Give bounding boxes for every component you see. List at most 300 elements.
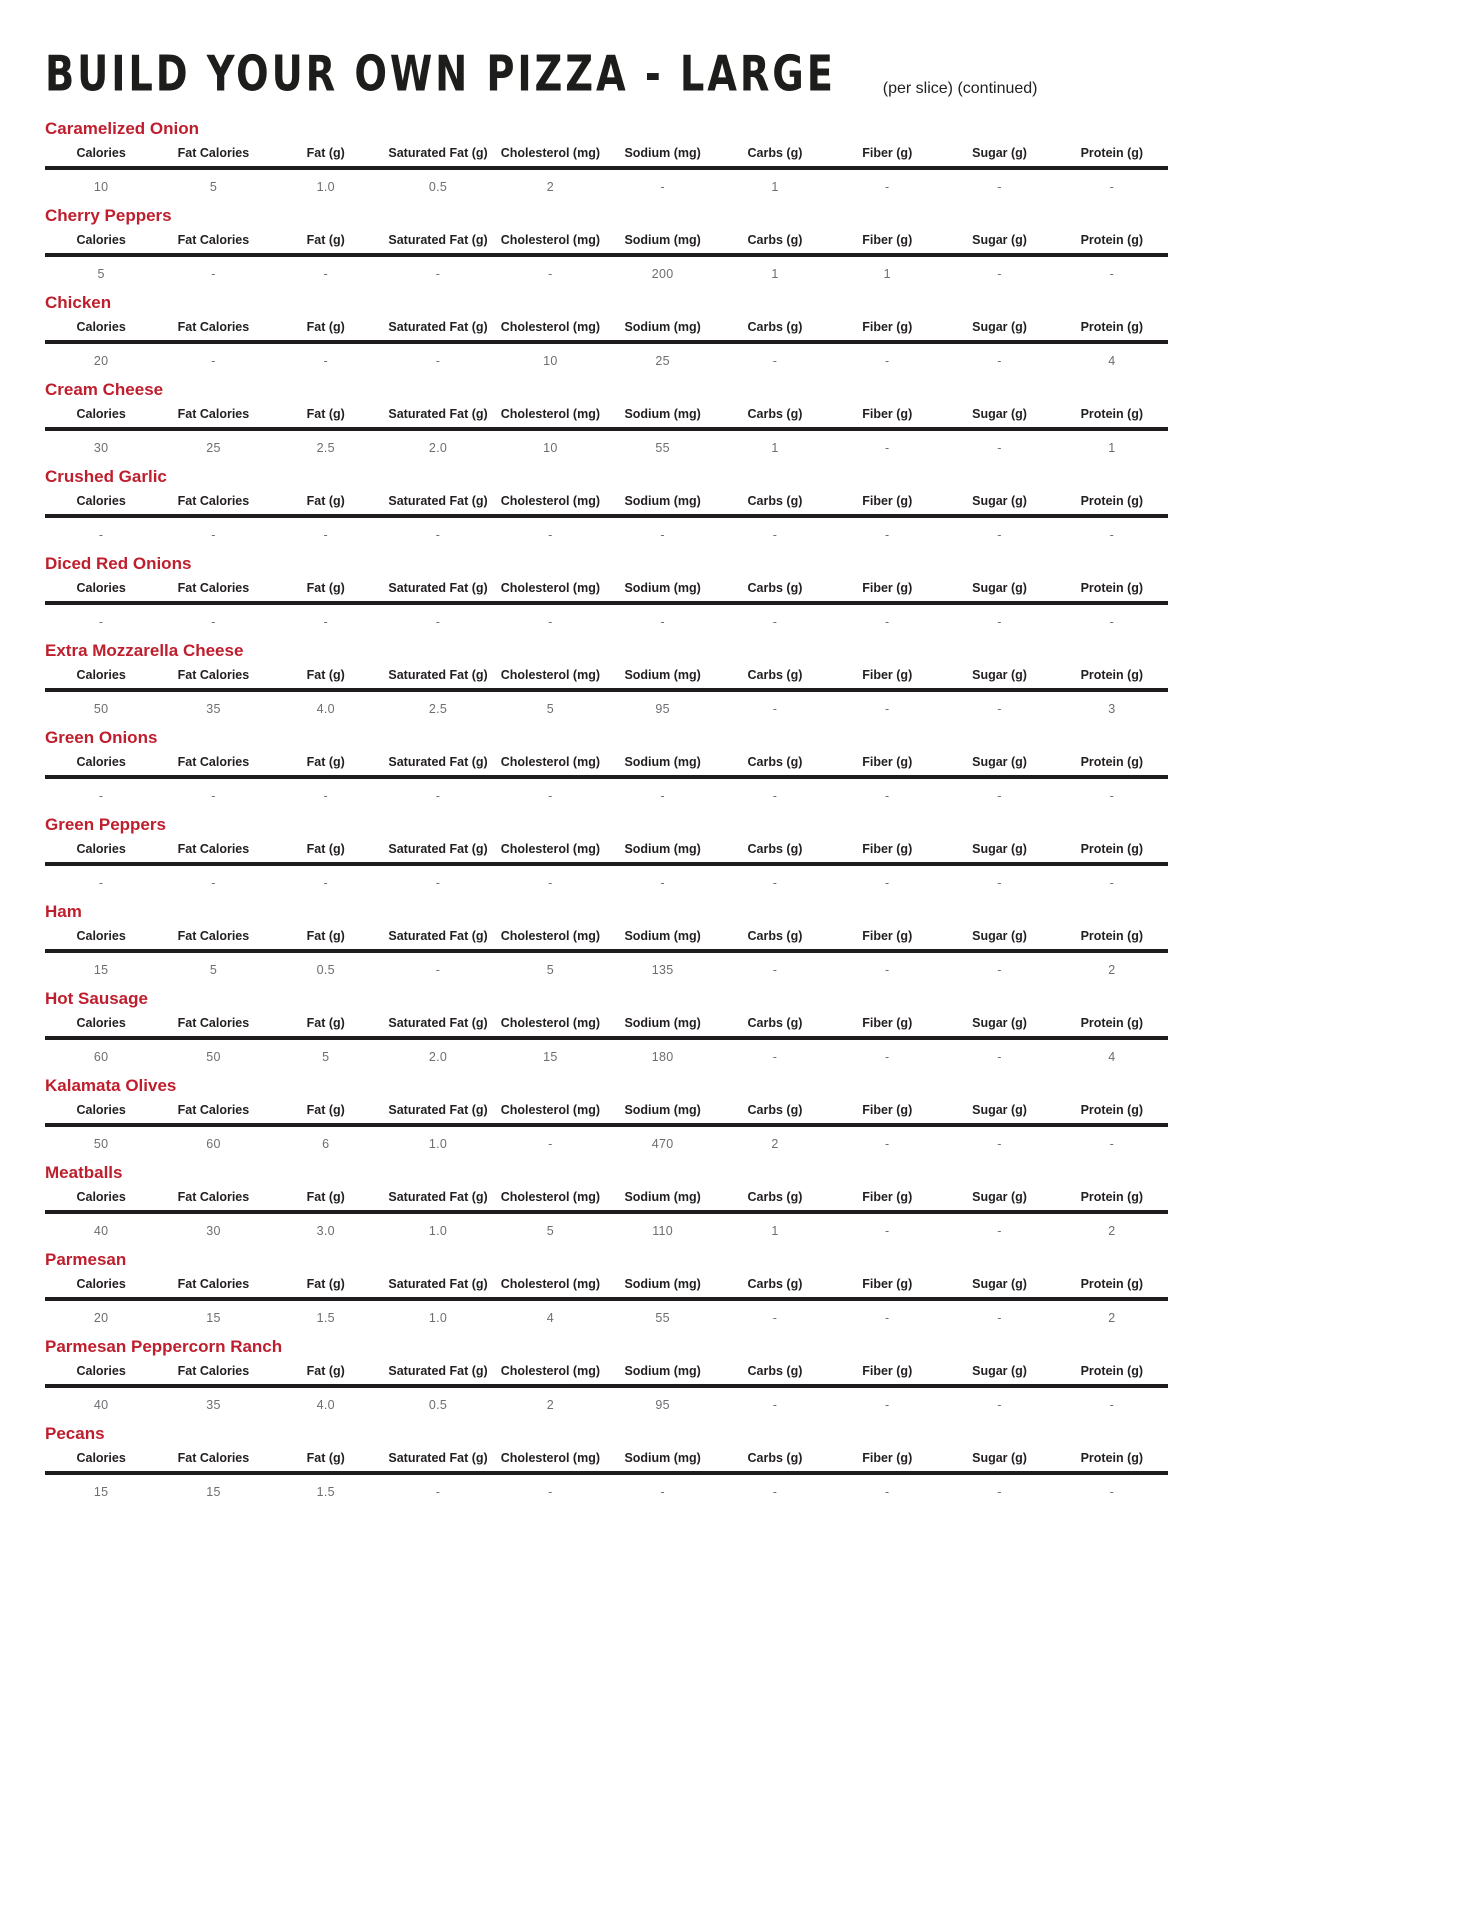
nutrition-value: - xyxy=(772,1311,778,1325)
column-header: Fat (g) xyxy=(306,1364,345,1378)
column-header: Cholesterol (mg) xyxy=(500,668,600,682)
column-header: Fat Calories xyxy=(177,233,250,247)
column-header: Fiber (g) xyxy=(862,146,913,160)
column-header: Sodium (mg) xyxy=(624,668,701,682)
nutrition-value: - xyxy=(997,1137,1002,1151)
nutrition-value: 5 xyxy=(546,702,554,716)
topping-name-heading: Hot Sausage xyxy=(45,989,148,1008)
nutrition-value: 40 xyxy=(93,1398,109,1412)
table-data-row xyxy=(45,1388,1168,1413)
table-header-row xyxy=(45,929,1168,953)
nutrition-value: - xyxy=(1109,1398,1115,1412)
page-title: BUILD YOUR OWN PIZZA - LARGE xyxy=(45,46,836,103)
column-header: Cholesterol (mg) xyxy=(500,1103,600,1117)
column-header: Sodium (mg) xyxy=(624,1016,701,1030)
nutrition-value: - xyxy=(98,528,104,542)
nutrition-value: - xyxy=(772,1485,778,1499)
column-header: Sugar (g) xyxy=(972,1364,1027,1378)
column-header: Fiber (g) xyxy=(862,233,913,247)
column-header: Saturated Fat (g) xyxy=(388,1451,488,1465)
nutrition-value: - xyxy=(997,1485,1002,1499)
nutrition-value: 15 xyxy=(93,1485,109,1499)
nutrition-value: - xyxy=(997,876,1002,890)
column-header: Cholesterol (mg) xyxy=(500,407,600,421)
document-header xyxy=(45,46,1484,104)
column-header: Calories xyxy=(76,494,126,508)
topping-section xyxy=(45,1425,1168,1500)
nutrition-value: - xyxy=(997,1224,1002,1238)
column-header: Sodium (mg) xyxy=(624,233,701,247)
nutrition-table xyxy=(45,668,1168,717)
table-data-row xyxy=(45,1214,1168,1239)
column-header: Calories xyxy=(76,668,126,682)
topping-section xyxy=(45,468,1168,543)
column-header: Protein (g) xyxy=(1080,146,1144,160)
nutrition-value: - xyxy=(772,615,778,629)
nutrition-value: - xyxy=(323,528,328,542)
column-header: Sodium (mg) xyxy=(624,581,701,595)
nutrition-value: - xyxy=(885,1485,890,1499)
nutrition-value: - xyxy=(98,876,104,890)
column-header: Fiber (g) xyxy=(862,1190,913,1204)
nutrition-value: 6 xyxy=(322,1137,330,1151)
nutrition-value: - xyxy=(548,789,553,803)
column-header: Saturated Fat (g) xyxy=(388,146,488,160)
nutrition-value: 25 xyxy=(206,441,221,455)
nutrition-value: - xyxy=(660,528,665,542)
column-header: Fiber (g) xyxy=(862,320,913,334)
column-header: Calories xyxy=(76,1103,126,1117)
table-data-row xyxy=(45,518,1168,543)
column-header: Sodium (mg) xyxy=(624,1451,701,1465)
column-header: Sodium (mg) xyxy=(624,146,701,160)
column-header: Fat Calories xyxy=(177,494,250,508)
nutrition-table xyxy=(45,755,1168,804)
column-header: Cholesterol (mg) xyxy=(500,320,600,334)
nutrition-value: 1.0 xyxy=(428,1224,448,1238)
column-header: Fiber (g) xyxy=(862,407,913,421)
topping-name-heading: Diced Red Onions xyxy=(45,554,192,573)
nutrition-value: 2 xyxy=(1108,1224,1116,1238)
nutrition-value: 2 xyxy=(1108,963,1116,977)
nutrition-value: 4.0 xyxy=(316,1398,335,1412)
nutrition-value: 1 xyxy=(1108,441,1116,455)
column-header: Sugar (g) xyxy=(972,1277,1027,1291)
nutrition-value: 0.5 xyxy=(428,180,448,194)
column-header: Cholesterol (mg) xyxy=(500,1016,600,1030)
nutrition-value: 60 xyxy=(93,1050,109,1064)
nutrition-value: - xyxy=(435,963,441,977)
column-header: Calories xyxy=(76,1190,126,1204)
column-header: Sugar (g) xyxy=(972,929,1027,943)
table-header-row xyxy=(45,146,1168,170)
column-header: Sugar (g) xyxy=(972,1103,1027,1117)
nutrition-value: - xyxy=(548,1485,553,1499)
column-header: Fat (g) xyxy=(306,755,345,769)
table-header-row xyxy=(45,1277,1168,1301)
column-header: Fat (g) xyxy=(306,842,345,856)
column-header: Fiber (g) xyxy=(862,929,913,943)
nutrition-value: 3.0 xyxy=(316,1224,335,1238)
column-header: Calories xyxy=(76,929,126,943)
column-header: Fiber (g) xyxy=(862,842,913,856)
column-header: Fat (g) xyxy=(306,1103,345,1117)
nutrition-value: 35 xyxy=(206,702,221,716)
topping-name-heading: Green Onions xyxy=(45,728,158,747)
column-header: Fat Calories xyxy=(177,1016,250,1030)
table-data-row xyxy=(45,431,1168,456)
column-header: Fat Calories xyxy=(177,1277,250,1291)
topping-section xyxy=(45,1338,1168,1413)
column-header: Fat (g) xyxy=(306,929,345,943)
table-header-row xyxy=(45,581,1168,605)
nutrition-value: 10 xyxy=(543,354,558,368)
column-header: Fat Calories xyxy=(177,1364,250,1378)
nutrition-value: 5 xyxy=(97,267,105,281)
topping-name-heading: Parmesan xyxy=(45,1250,127,1269)
nutrition-value: - xyxy=(885,876,890,890)
nutrition-value: - xyxy=(323,354,328,368)
column-header: Cholesterol (mg) xyxy=(500,1277,600,1291)
nutrition-value: 5 xyxy=(209,963,218,977)
nutrition-value: - xyxy=(772,528,778,542)
column-header: Sugar (g) xyxy=(972,407,1027,421)
nutrition-value: 50 xyxy=(93,702,109,716)
column-header: Carbs (g) xyxy=(747,929,803,943)
nutrition-value: - xyxy=(435,789,441,803)
column-header: Sugar (g) xyxy=(972,320,1027,334)
topping-section xyxy=(45,555,1168,630)
table-header-row xyxy=(45,1190,1168,1214)
column-header: Calories xyxy=(76,1277,126,1291)
nutrition-value: - xyxy=(1109,1137,1115,1151)
topping-name-heading: Parmesan Peppercorn Ranch xyxy=(45,1337,283,1356)
nutrition-value: - xyxy=(660,789,665,803)
table-data-row xyxy=(45,1475,1168,1500)
nutrition-value: - xyxy=(211,615,216,629)
nutrition-value: 15 xyxy=(543,1050,558,1064)
nutrition-value: 55 xyxy=(655,1311,670,1325)
table-header-row xyxy=(45,755,1168,779)
nutrition-value: - xyxy=(1109,615,1115,629)
column-header: Fat Calories xyxy=(177,407,250,421)
nutrition-value: - xyxy=(1109,876,1115,890)
nutrition-value: 60 xyxy=(206,1137,221,1151)
topping-section xyxy=(45,642,1168,717)
nutrition-value: - xyxy=(997,354,1002,368)
column-header: Protein (g) xyxy=(1080,233,1144,247)
column-header: Saturated Fat (g) xyxy=(388,1277,488,1291)
nutrition-value: 30 xyxy=(93,441,109,455)
column-header: Fat Calories xyxy=(177,1190,250,1204)
nutrition-value: - xyxy=(323,789,328,803)
table-data-row xyxy=(45,170,1168,195)
nutrition-table xyxy=(45,233,1168,282)
column-header: Carbs (g) xyxy=(747,146,803,160)
table-data-row xyxy=(45,1301,1168,1326)
column-header: Fat Calories xyxy=(177,929,250,943)
topping-section xyxy=(45,294,1168,369)
column-header: Calories xyxy=(76,320,126,334)
column-header: Calories xyxy=(76,1364,126,1378)
nutrition-value: - xyxy=(435,615,441,629)
nutrition-value: - xyxy=(772,354,778,368)
nutrition-value: 5 xyxy=(322,1050,330,1064)
column-header: Carbs (g) xyxy=(747,1451,803,1465)
column-header: Fat (g) xyxy=(306,146,345,160)
nutrition-value: 2.0 xyxy=(428,441,448,455)
table-data-row xyxy=(45,605,1168,630)
nutrition-value: - xyxy=(885,702,890,716)
nutrition-value: - xyxy=(885,789,890,803)
column-header: Sodium (mg) xyxy=(624,1364,701,1378)
column-header: Carbs (g) xyxy=(747,407,803,421)
column-header: Sodium (mg) xyxy=(624,320,701,334)
nutrition-value: 2 xyxy=(1108,1311,1116,1325)
column-header: Saturated Fat (g) xyxy=(388,233,488,247)
nutrition-value: - xyxy=(772,876,778,890)
nutrition-value: 5 xyxy=(546,963,554,977)
column-header: Fat (g) xyxy=(306,668,345,682)
column-header: Fat (g) xyxy=(306,494,345,508)
nutrition-value: - xyxy=(772,1050,778,1064)
column-header: Saturated Fat (g) xyxy=(388,1016,488,1030)
nutrition-table xyxy=(45,146,1168,195)
nutrition-value: 5 xyxy=(546,1224,554,1238)
column-header: Saturated Fat (g) xyxy=(388,407,488,421)
column-header: Carbs (g) xyxy=(747,1103,803,1117)
column-header: Fiber (g) xyxy=(862,668,913,682)
nutrition-value: 30 xyxy=(206,1224,221,1238)
column-header: Fat Calories xyxy=(177,1103,250,1117)
table-header-row xyxy=(45,320,1168,344)
nutrition-value: 15 xyxy=(206,1485,221,1499)
nutrition-value: - xyxy=(997,1398,1002,1412)
topping-section xyxy=(45,381,1168,456)
table-header-row xyxy=(45,407,1168,431)
column-header: Protein (g) xyxy=(1080,320,1144,334)
nutrition-value: 4 xyxy=(1108,354,1116,368)
nutrition-value: - xyxy=(98,615,104,629)
column-header: Carbs (g) xyxy=(747,842,803,856)
column-header: Fat (g) xyxy=(306,581,345,595)
nutrition-value: - xyxy=(211,789,216,803)
column-header: Sugar (g) xyxy=(972,146,1027,160)
column-header: Protein (g) xyxy=(1080,581,1144,595)
topping-section xyxy=(45,1164,1168,1239)
table-header-row xyxy=(45,842,1168,866)
nutrition-value: 20 xyxy=(93,354,109,368)
nutrition-value: - xyxy=(885,1050,890,1064)
nutrition-value: 1.0 xyxy=(428,1311,448,1325)
column-header: Sodium (mg) xyxy=(624,1277,701,1291)
column-header: Fat (g) xyxy=(306,1190,345,1204)
column-header: Calories xyxy=(76,581,126,595)
nutrition-value: 55 xyxy=(655,441,670,455)
nutrition-value: 1 xyxy=(883,267,891,281)
column-header: Saturated Fat (g) xyxy=(388,1364,488,1378)
topping-name-heading: Cherry Peppers xyxy=(45,206,172,225)
nutrition-value: - xyxy=(435,1485,441,1499)
nutrition-value: - xyxy=(548,1137,553,1151)
topping-name-heading: Green Peppers xyxy=(45,815,166,834)
nutrition-table xyxy=(45,1364,1168,1413)
column-header: Sugar (g) xyxy=(972,581,1027,595)
nutrition-value: - xyxy=(211,354,216,368)
column-header: Fat (g) xyxy=(306,1277,345,1291)
nutrition-value: - xyxy=(98,789,104,803)
column-header: Calories xyxy=(76,755,126,769)
column-header: Carbs (g) xyxy=(747,494,803,508)
column-header: Sodium (mg) xyxy=(624,494,701,508)
column-header: Sugar (g) xyxy=(972,842,1027,856)
nutrition-value: - xyxy=(323,876,328,890)
nutrition-value: - xyxy=(548,615,553,629)
nutrition-value: 135 xyxy=(651,963,674,977)
column-header: Saturated Fat (g) xyxy=(388,1190,488,1204)
nutrition-value: 2.5 xyxy=(316,441,335,455)
column-header: Protein (g) xyxy=(1080,842,1144,856)
nutrition-value: 4 xyxy=(546,1311,554,1325)
column-header: Fiber (g) xyxy=(862,1277,913,1291)
nutrition-value: - xyxy=(548,528,553,542)
column-header: Carbs (g) xyxy=(747,755,803,769)
column-header: Fiber (g) xyxy=(862,1451,913,1465)
nutrition-value: - xyxy=(772,789,778,803)
column-header: Carbs (g) xyxy=(747,581,803,595)
nutrition-table xyxy=(45,494,1168,543)
column-header: Carbs (g) xyxy=(747,1277,803,1291)
nutrition-value: 180 xyxy=(651,1050,674,1064)
nutrition-value: - xyxy=(1109,180,1115,194)
nutrition-value: - xyxy=(885,615,890,629)
column-header: Sodium (mg) xyxy=(624,755,701,769)
nutrition-value: - xyxy=(885,1224,890,1238)
nutrition-value: 50 xyxy=(206,1050,221,1064)
column-header: Calories xyxy=(76,407,126,421)
nutrition-value: 95 xyxy=(655,1398,670,1412)
page-subtitle: (per slice) (continued) xyxy=(882,80,1038,97)
topping-section xyxy=(45,1077,1168,1152)
column-header: Cholesterol (mg) xyxy=(500,842,600,856)
table-data-row xyxy=(45,257,1168,282)
nutrition-value: 2 xyxy=(546,180,554,194)
topping-name-heading: Ham xyxy=(45,902,82,921)
nutrition-table xyxy=(45,1277,1168,1326)
column-header: Cholesterol (mg) xyxy=(500,929,600,943)
nutrition-value: - xyxy=(997,1311,1002,1325)
column-header: Carbs (g) xyxy=(747,1016,803,1030)
column-header: Protein (g) xyxy=(1080,494,1144,508)
nutrition-table xyxy=(45,1190,1168,1239)
nutrition-value: - xyxy=(885,1311,890,1325)
column-header: Fat Calories xyxy=(177,581,250,595)
column-header: Fiber (g) xyxy=(862,581,913,595)
column-header: Cholesterol (mg) xyxy=(500,1451,600,1465)
column-header: Protein (g) xyxy=(1080,1451,1144,1465)
column-header: Carbs (g) xyxy=(747,1364,803,1378)
column-header: Carbs (g) xyxy=(747,233,803,247)
nutrition-value: - xyxy=(660,1485,665,1499)
nutrition-value: 1.0 xyxy=(316,180,335,194)
nutrition-table xyxy=(45,929,1168,978)
topping-section xyxy=(45,990,1168,1065)
nutrition-value: 200 xyxy=(651,267,674,281)
topping-section xyxy=(45,903,1168,978)
nutrition-value: - xyxy=(1109,267,1115,281)
nutrition-value: - xyxy=(660,876,665,890)
table-header-row xyxy=(45,1451,1168,1475)
nutrition-value: - xyxy=(885,441,890,455)
topping-section xyxy=(45,207,1168,282)
table-header-row xyxy=(45,1103,1168,1127)
nutrition-value: 2.5 xyxy=(428,702,448,716)
column-header: Protein (g) xyxy=(1080,1277,1144,1291)
topping-section xyxy=(45,816,1168,891)
column-header: Carbs (g) xyxy=(747,668,803,682)
nutrition-value: - xyxy=(435,876,441,890)
column-header: Calories xyxy=(76,1451,126,1465)
nutrition-value: 3 xyxy=(1108,702,1116,716)
nutrition-table xyxy=(45,1016,1168,1065)
nutrition-value: 1.5 xyxy=(316,1485,335,1499)
nutrition-value: - xyxy=(323,615,328,629)
column-header: Fat (g) xyxy=(306,407,345,421)
nutrition-value: - xyxy=(885,528,890,542)
column-header: Sugar (g) xyxy=(972,1016,1027,1030)
nutrition-value: 1 xyxy=(771,267,779,281)
column-header: Fat (g) xyxy=(306,233,345,247)
nutrition-value: - xyxy=(323,267,328,281)
nutrition-value: 5 xyxy=(209,180,218,194)
topping-name-heading: Extra Mozzarella Cheese xyxy=(45,641,244,660)
column-header: Carbs (g) xyxy=(747,320,803,334)
nutrition-value: 10 xyxy=(543,441,558,455)
nutrition-value: 15 xyxy=(206,1311,221,1325)
nutrition-value: 110 xyxy=(652,1224,674,1238)
column-header: Fiber (g) xyxy=(862,494,913,508)
nutrition-value: 35 xyxy=(206,1398,221,1412)
table-header-row xyxy=(45,668,1168,692)
column-header: Protein (g) xyxy=(1080,668,1144,682)
topping-name-heading: Kalamata Olives xyxy=(45,1076,177,1095)
nutrition-value: 0.5 xyxy=(316,963,335,977)
column-header: Cholesterol (mg) xyxy=(500,581,600,595)
topping-sections-container xyxy=(45,120,1168,1500)
table-data-row xyxy=(45,953,1168,978)
column-header: Calories xyxy=(76,1016,126,1030)
nutrition-value: - xyxy=(211,528,216,542)
table-data-row xyxy=(45,1127,1168,1152)
column-header: Sugar (g) xyxy=(972,494,1027,508)
column-header: Fat (g) xyxy=(306,320,345,334)
column-header: Saturated Fat (g) xyxy=(388,668,488,682)
topping-name-heading: Cream Cheese xyxy=(45,380,164,399)
nutrition-value: - xyxy=(772,963,778,977)
column-header: Fiber (g) xyxy=(862,1103,913,1117)
nutrition-value: - xyxy=(1109,789,1115,803)
column-header: Fat (g) xyxy=(306,1451,345,1465)
nutrition-value: 1.0 xyxy=(428,1137,448,1151)
nutrition-value: - xyxy=(997,615,1002,629)
column-header: Saturated Fat (g) xyxy=(388,842,488,856)
nutrition-table xyxy=(45,407,1168,456)
column-header: Saturated Fat (g) xyxy=(388,929,488,943)
table-data-row xyxy=(45,866,1168,891)
nutrition-value: 1 xyxy=(771,1224,779,1238)
column-header: Fiber (g) xyxy=(862,1016,913,1030)
column-header: Protein (g) xyxy=(1080,1016,1144,1030)
